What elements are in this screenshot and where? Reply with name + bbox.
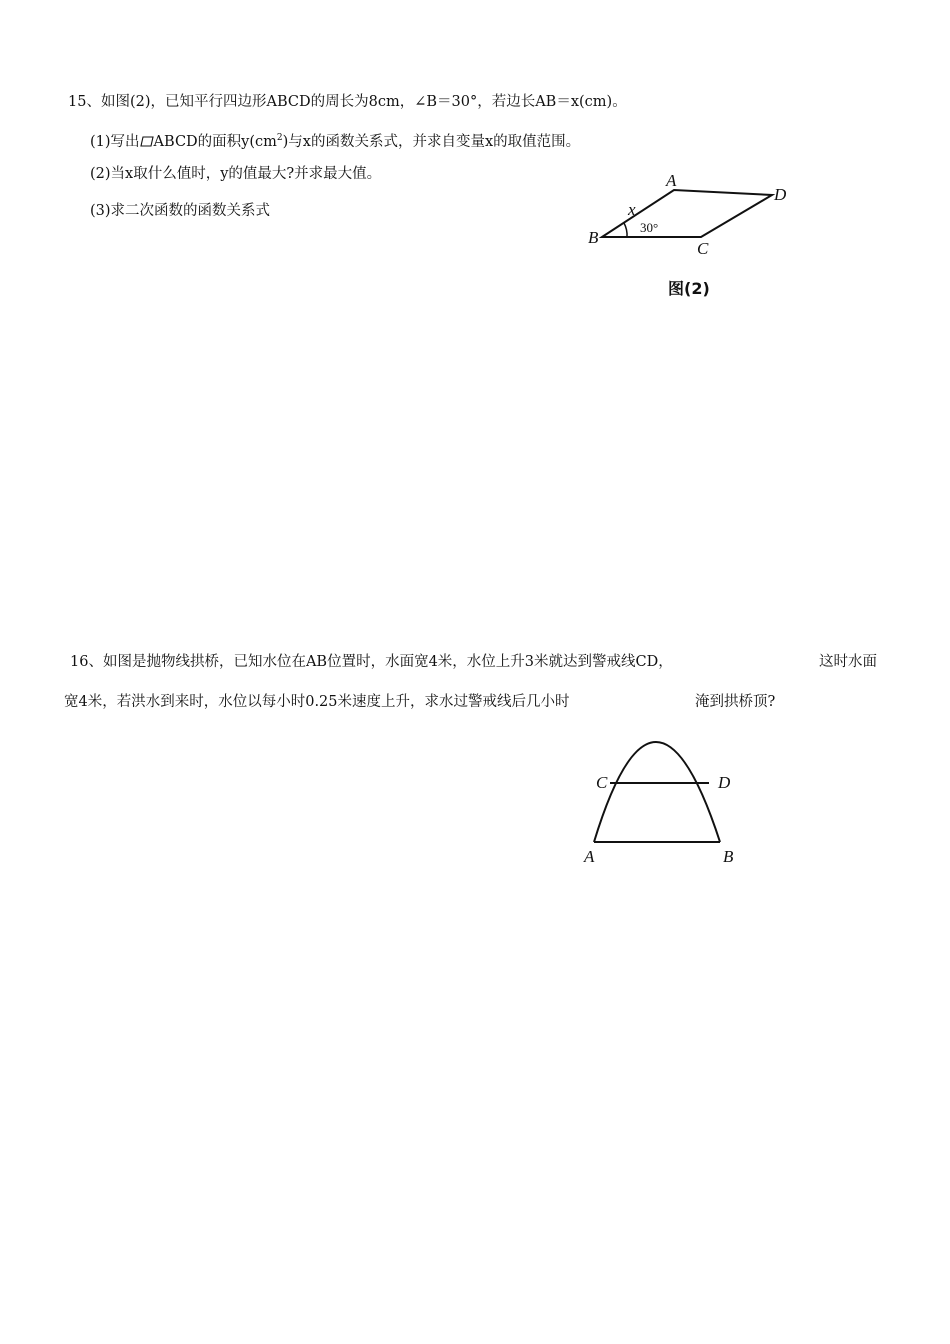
label-D: D [718, 773, 731, 792]
parabola-arch [594, 742, 720, 842]
arch-bridge-figure [575, 725, 755, 870]
q15-part1-sup: 2 [276, 133, 283, 143]
label-C: C [596, 773, 608, 792]
label-C: C [697, 239, 709, 258]
q16-line2-b: 淹到拱桥顶? [695, 694, 776, 710]
angle-label: 30° [640, 220, 659, 235]
label-A: A [584, 847, 595, 866]
label-A: A [666, 171, 677, 190]
q16-line1-b: 这时水面 [819, 654, 877, 670]
q15-part1-pre: (1)写出 [90, 133, 140, 150]
q15-part1-mid: ABCD的面积y(cm [153, 133, 277, 150]
q15-stem: 15、如图(2)，已知平行四边形ABCD的周长为8cm，∠B＝30°，若边长AB＝x(cm)。 [68, 94, 627, 110]
q16-line1-a: 16、如图是抛物线拱桥，已知水位在AB位置时，水面宽4米，水位上升3米就达到警戒线CD， [70, 654, 673, 670]
label-D: D [774, 185, 787, 204]
parallelogram-figure [580, 170, 800, 305]
q15-part1 [90, 128, 580, 152]
label-x: x [628, 200, 636, 219]
parallelogram-symbol-icon [140, 133, 154, 144]
label-B: B [723, 847, 734, 866]
angle-arc [624, 223, 627, 237]
q16-line2-a: 宽4米，若洪水到来时，水位以每小时0.25米速度上升，求水过警戒线后几小时 [64, 694, 570, 710]
q15-part1-post: )与x的函数关系式，并求自变量x的取值范围。 [282, 133, 581, 150]
q15-part2: (2)当x取什么值时，y的值最大?并求最大值。 [90, 166, 382, 182]
q15-part3: (3)求二次函数的函数关系式 [90, 203, 271, 219]
figure-caption: 图(2) [668, 279, 710, 298]
label-B: B [588, 228, 599, 247]
